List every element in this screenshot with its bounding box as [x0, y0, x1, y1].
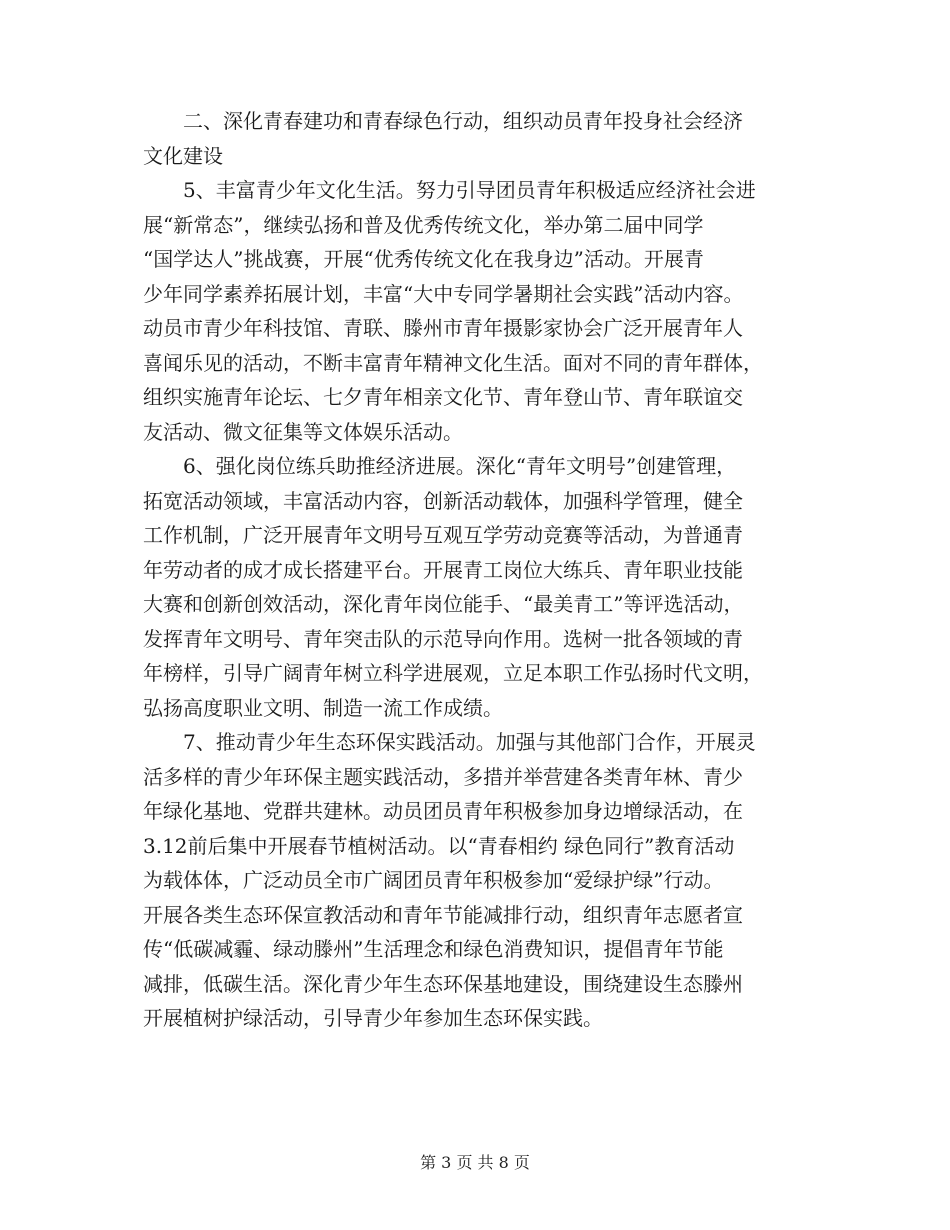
text-line: 开展各类生态环保宣教活动和青年节能减排行动，组织青年志愿者宣	[143, 902, 743, 927]
text-line: 发挥青年文明号、青年突击队的示范导向作用。选树一批各领域的青	[143, 626, 743, 651]
text-line: 年榜样，引导广阔青年树立科学进展观，立足本职工作弘扬时代文明，	[143, 661, 763, 685]
text-line: 开展植树护绿活动，引导青少年参加生态环保实践。	[143, 1006, 603, 1030]
text-line: 展“新常态”，继续弘扬和普及优秀传统文化，举办第二届中同学	[143, 212, 704, 237]
text-line: 年劳动者的成才成长搭建平台。开展青工岗位大练兵、青年职业技能	[143, 557, 743, 582]
text-line: 少年同学素养拓展计划，丰富“大中专同学暑期社会实践”活动内容。	[143, 281, 744, 306]
paragraph-item-6	[143, 449, 811, 725]
text-line: 年绿化基地、党群共建林。动员团员青年积极参加身边增绿活动，在	[143, 799, 743, 823]
text-line: 传“低碳减霾、绿动滕州”生活理念和绿色消费知识，提倡青年节能	[143, 937, 724, 961]
text-line: 组织实施青年论坛、七夕青年相亲文化节、青年登山节、青年联谊交	[143, 385, 743, 409]
document-body	[143, 104, 811, 1036]
text-line: “国学达人”挑战赛，开展“优秀传统文化在我身边”活动。开展青	[143, 247, 704, 271]
text-line: 拓宽活动领域，丰富活动内容，创新活动载体，加强科学管理，健全	[143, 488, 743, 513]
text-line: 活多样的青少年环保主题实践活动，多措并举营建各类青年林、青少	[143, 764, 743, 789]
text-line: 3.12前后集中开展春节植树活动。以“青春相约 绿色同行”教育活动	[143, 833, 735, 858]
text-line: 文化建设	[143, 143, 223, 168]
text-line: 为载体体，广泛动员全市广阔团员青年积极参加“爱绿护绿”行动。	[143, 868, 724, 892]
section-heading	[143, 104, 811, 173]
text-line: 动员市青少年科技馆、青联、滕州市青年摄影家协会广泛开展青年人	[143, 316, 743, 340]
text-line: 友活动、微文征集等文体娱乐活动。	[143, 419, 463, 444]
text-line: 5、丰富青少年文化生活。努力引导团员青年积极适应经济社会进	[183, 178, 756, 202]
text-line: 工作机制，广泛开展青年文明号互观互学劳动竞赛等活动，为普通青	[143, 523, 743, 547]
text-line: 喜闻乐见的活动，不断丰富青年精神文化生活。面对不同的青年群体，	[143, 350, 763, 375]
text-line: 弘扬高度职业文明、制造一流工作成绩。	[143, 695, 503, 720]
text-line: 7、推动青少年生态环保实践活动。加强与其他部门合作，开展灵	[183, 730, 756, 754]
paragraph-item-7	[143, 725, 811, 1036]
page-number-footer: 第 3 页 共 8 页	[420, 1153, 530, 1172]
text-line: 大赛和创新创效活动，深化青年岗位能手、“最美青工”等评选活动，	[143, 592, 744, 616]
text-line: 二、深化青春建功和青春绿色行动，组织动员青年投身社会经济	[183, 109, 743, 133]
paragraph-item-5	[143, 173, 811, 449]
text-line: 6、强化岗位练兵助推经济进展。深化“青年文明号”创建管理，	[183, 454, 737, 478]
text-line: 减排，低碳生活。深化青少年生态环保基地建设，围绕建设生态滕州	[143, 971, 743, 996]
